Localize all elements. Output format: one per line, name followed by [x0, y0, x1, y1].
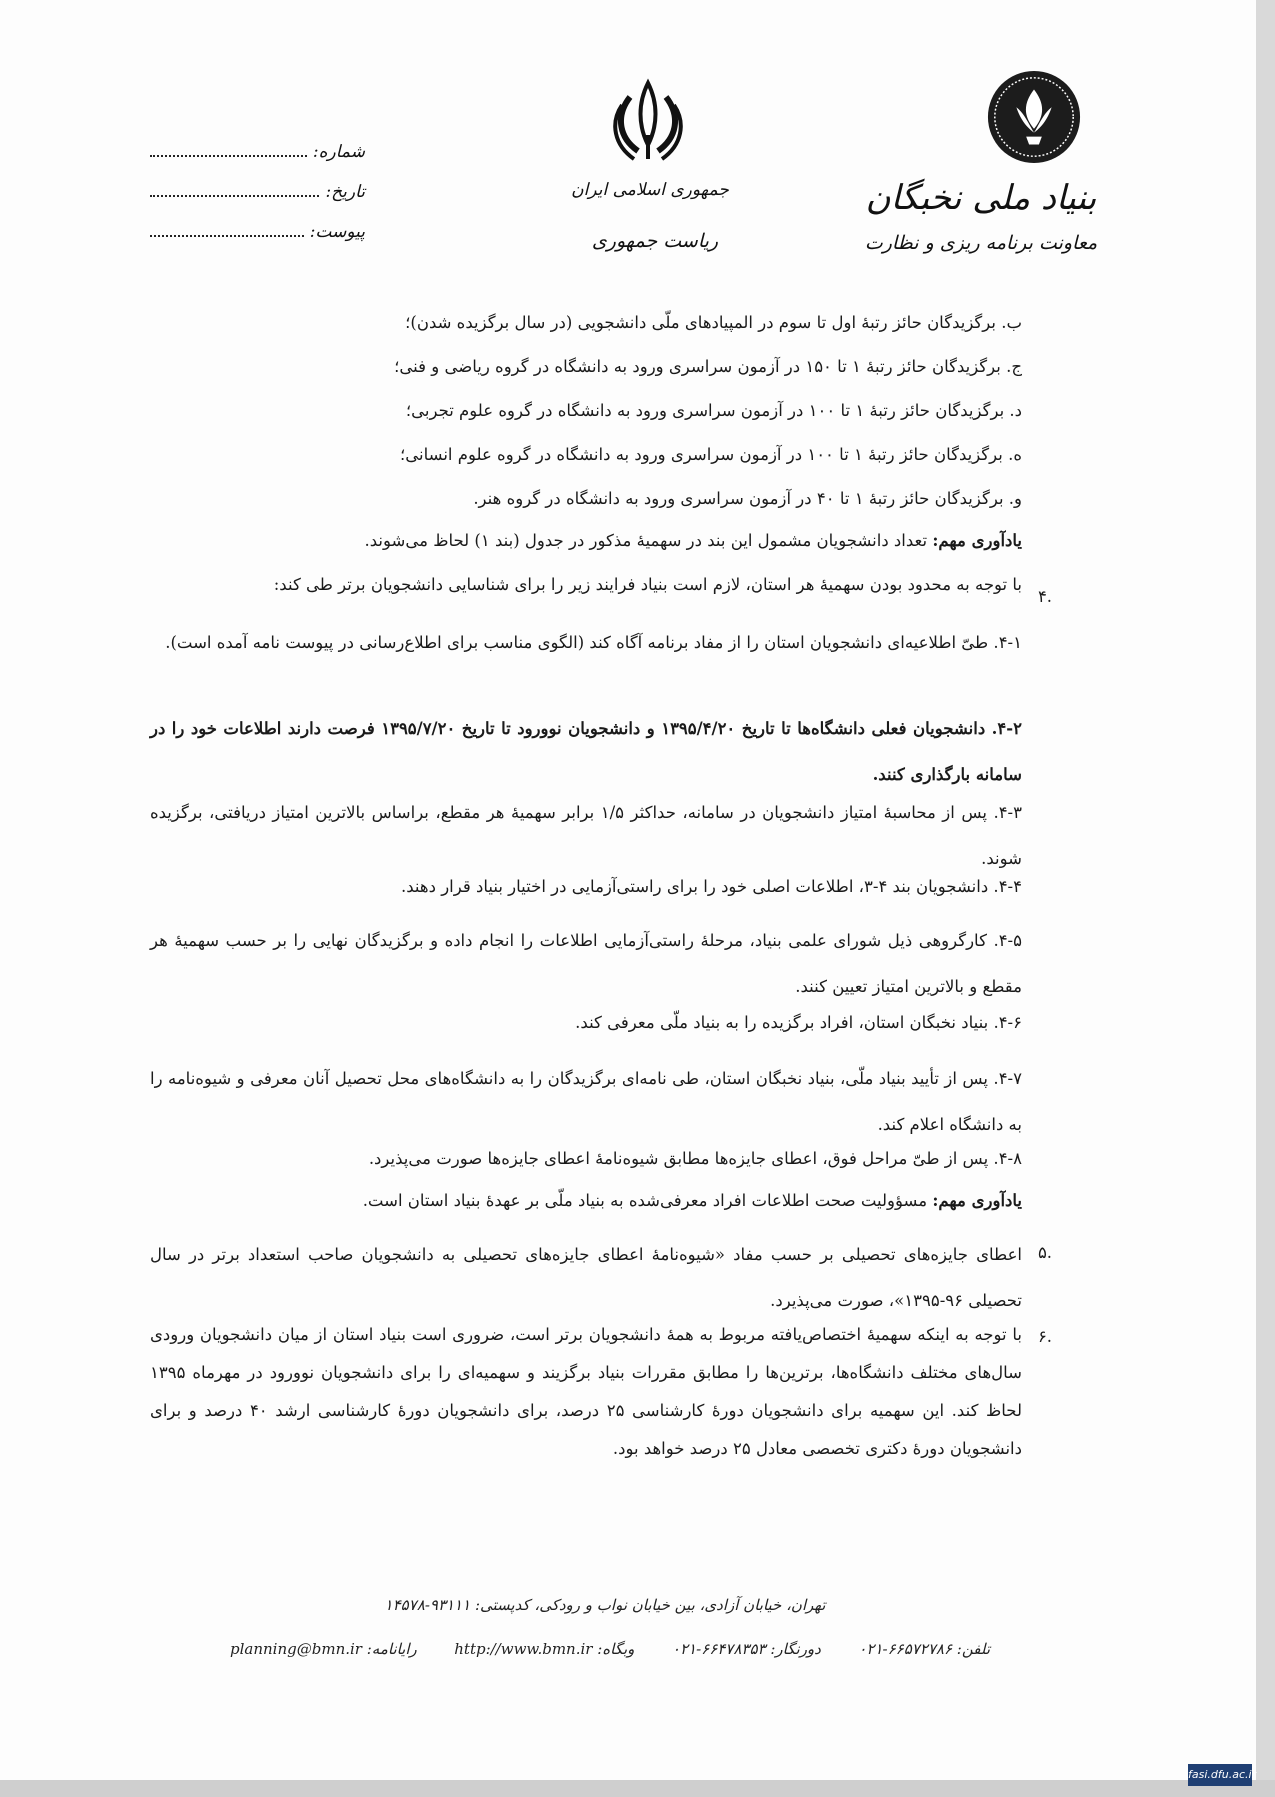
organization-name: بنیاد ملی نخبگان	[865, 178, 1097, 218]
list-item: ب. برگزیدگان حائز رتبهٔ اول تا سوم در المپیادهای ملّی دانشجویی (در سال برگزیده شدن)؛	[405, 313, 1022, 332]
state-emblem-icon	[608, 75, 688, 165]
important-note	[150, 530, 1022, 552]
section-4-step: ۴-۸. پس از طیّ مراحل فوق، اعطای جایزه‌ها مطابق شیوه‌نامهٔ اعطای جایزه‌ها صورت می‌پذیرد.	[368, 1149, 1022, 1168]
watermark-badge: fasi.dfu.ac.ir	[1188, 1764, 1252, 1786]
page-shadow-bottom	[0, 1780, 1275, 1797]
footer-email: رایانامه: planning@bmn.ir	[230, 1640, 417, 1658]
reference-number-field	[150, 140, 365, 162]
note-label: یادآوری مهم:	[932, 531, 1022, 550]
footer-website: وبگاه: http://www.bmn.ir	[454, 1640, 635, 1658]
section-4-step: ۴-۳. پس از محاسبهٔ امتیاز دانشجویان در سامانه، حداکثر ۱/۵ برابر سهمیهٔ هر مقطع، براساس بالاترین امتیاز دریافتی، برگزیده شوند.	[150, 803, 1022, 868]
section-number: ۵.	[1037, 1243, 1053, 1262]
section-4-intro: با توجه به محدود بودن سهمیهٔ هر استان، لازم است بنیاد فرایند زیر را برای شناسایی دانشجویان برتر طی کند:	[273, 575, 1022, 594]
reference-number-label: شماره:	[312, 142, 365, 162]
foundation-logo-icon	[985, 68, 1083, 166]
date-field	[150, 180, 365, 202]
note-text: مسؤولیت صحت اطلاعات افراد معرفی‌شده به بنیاد ملّی بر عهدهٔ بنیاد استان است.	[362, 1191, 933, 1210]
page-shadow-right	[1256, 0, 1275, 1797]
section-number: ۶.	[1037, 1327, 1053, 1346]
state-name: جمهوری اسلامی ایران	[571, 180, 729, 200]
section-4-step: ۴-۶. بنیاد نخبگان استان، افراد برگزیده را به بنیاد ملّی معرفی کند.	[575, 1013, 1022, 1032]
date-label: تاریخ:	[325, 182, 365, 202]
footer-phone: تلفن: ۶۶۵۷۲۷۸۶-۰۲۱	[858, 1640, 990, 1658]
section-4-step: ۴-۱. طیّ اطلاعیه‌ای دانشجویان استان را از مفاد برنامه آگاه کند (الگوی مناسب برای اطلاع‌رسانی در پیوست نامه آمده است).	[165, 633, 1022, 652]
section-4-step: ۴-۵. کارگروهی ذیل شورای علمی بنیاد، مرحلهٔ راستی‌آزمایی اطلاعات را انجام داده و برگزیدگان نهایی را بر حسب سهمیهٔ هر مقطع و بالاترین امتیاز تعیین کنند.	[150, 931, 1022, 996]
footer-fax: دورنگار: ۶۶۴۷۸۳۵۳-۰۲۱	[671, 1640, 821, 1658]
note-text: تعداد دانشجویان مشمول این بند در سهمیهٔ مذکور در جدول (بند ۱) لحاظ می‌شوند.	[364, 531, 933, 550]
list-item: د. برگزیدگان حائز رتبهٔ ۱ تا ۱۰۰ در آزمون سراسری ورود به دانشگاه در گروه علوم تجربی؛	[405, 401, 1022, 420]
footer-contact	[230, 1640, 990, 1662]
section-number: ۴.	[1037, 587, 1053, 606]
section-4-step: ۴-۲. دانشجویان فعلی دانشگاه‌ها تا تاریخ ۱۳۹۵/۴/۲۰ و دانشجویان نوورود تا تاریخ ۱۳۹۵/۷/۲۰ فرصت دارند اطلاعات خود را در سامانه بارگذاری کنند.	[150, 719, 1022, 784]
section-6-text: با توجه به اینکه سهمیهٔ اختصاص‌یافته مربوط به همهٔ دانشجویان برتر است، ضروری است بنیاد استان از میان دانشجویان ورودی سال‌های مختلف دانشگاه‌ها، برترین‌ها را مطابق مقررات بنیاد برگزیند و سهمیه‌ای را برای دانشجویان نوورود در مهرماه ۱۳۹۵ لحاظ کند. این سهمیه برای دانشجویان دورهٔ کارشناسی ۲۵ درصد، برای دانشجویان دورهٔ کارشناسی ارشد ۴۰ درصد و برای دانشجویان دورهٔ دکتری تخصصی معادل ۲۵ درصد خواهد بود.	[150, 1325, 1022, 1458]
section-5-text: اعطای جایزه‌های تحصیلی بر حسب مفاد «شیوه‌نامهٔ اعطای جایزه‌های تحصیلی به دانشجویان صاحب استعداد برتر در سال تحصیلی ۹۶-۱۳۹۵»، صورت می‌پذیرد.	[150, 1245, 1022, 1310]
footer-address: تهران، خیابان آزادی، بین خیابان نواب و رودکی، کدپستی: ۹۳۱۱۱-۱۴۵۷۸	[384, 1596, 826, 1614]
list-item: ه. برگزیدگان حائز رتبهٔ ۱ تا ۱۰۰ در آزمون سراسری ورود به دانشگاه در گروه علوم انسانی؛	[400, 445, 1022, 464]
organization-department: معاونت برنامه ریزی و نظارت	[864, 232, 1098, 254]
note-label: یادآوری مهم:	[932, 1191, 1022, 1210]
attachment-field	[150, 220, 365, 242]
section-4-step: ۴-۷. پس از تأیید بنیاد ملّی، بنیاد نخبگان استان، طی نامه‌ای برگزیدگان را به دانشگاه‌های محل تحصیل آنان معرفی و شیوه‌نامه را به دانشگاه اعلام کند.	[150, 1069, 1022, 1134]
list-item: و. برگزیدگان حائز رتبهٔ ۱ تا ۴۰ در آزمون سراسری ورود به دانشگاه در گروه هنر.	[473, 489, 1022, 508]
list-item: ج. برگزیدگان حائز رتبهٔ ۱ تا ۱۵۰ در آزمون سراسری ورود به دانشگاه در گروه ریاضی و فنی؛	[394, 357, 1022, 376]
important-note	[150, 1190, 1022, 1212]
state-office: ریاست جمهوری	[591, 230, 719, 252]
section-4-step: ۴-۴. دانشجویان بند ۴-۳، اطلاعات اصلی خود را برای راستی‌آزمایی در اختیار بنیاد قرار دهند.	[401, 877, 1022, 896]
attachment-label: پیوست:	[309, 222, 365, 242]
